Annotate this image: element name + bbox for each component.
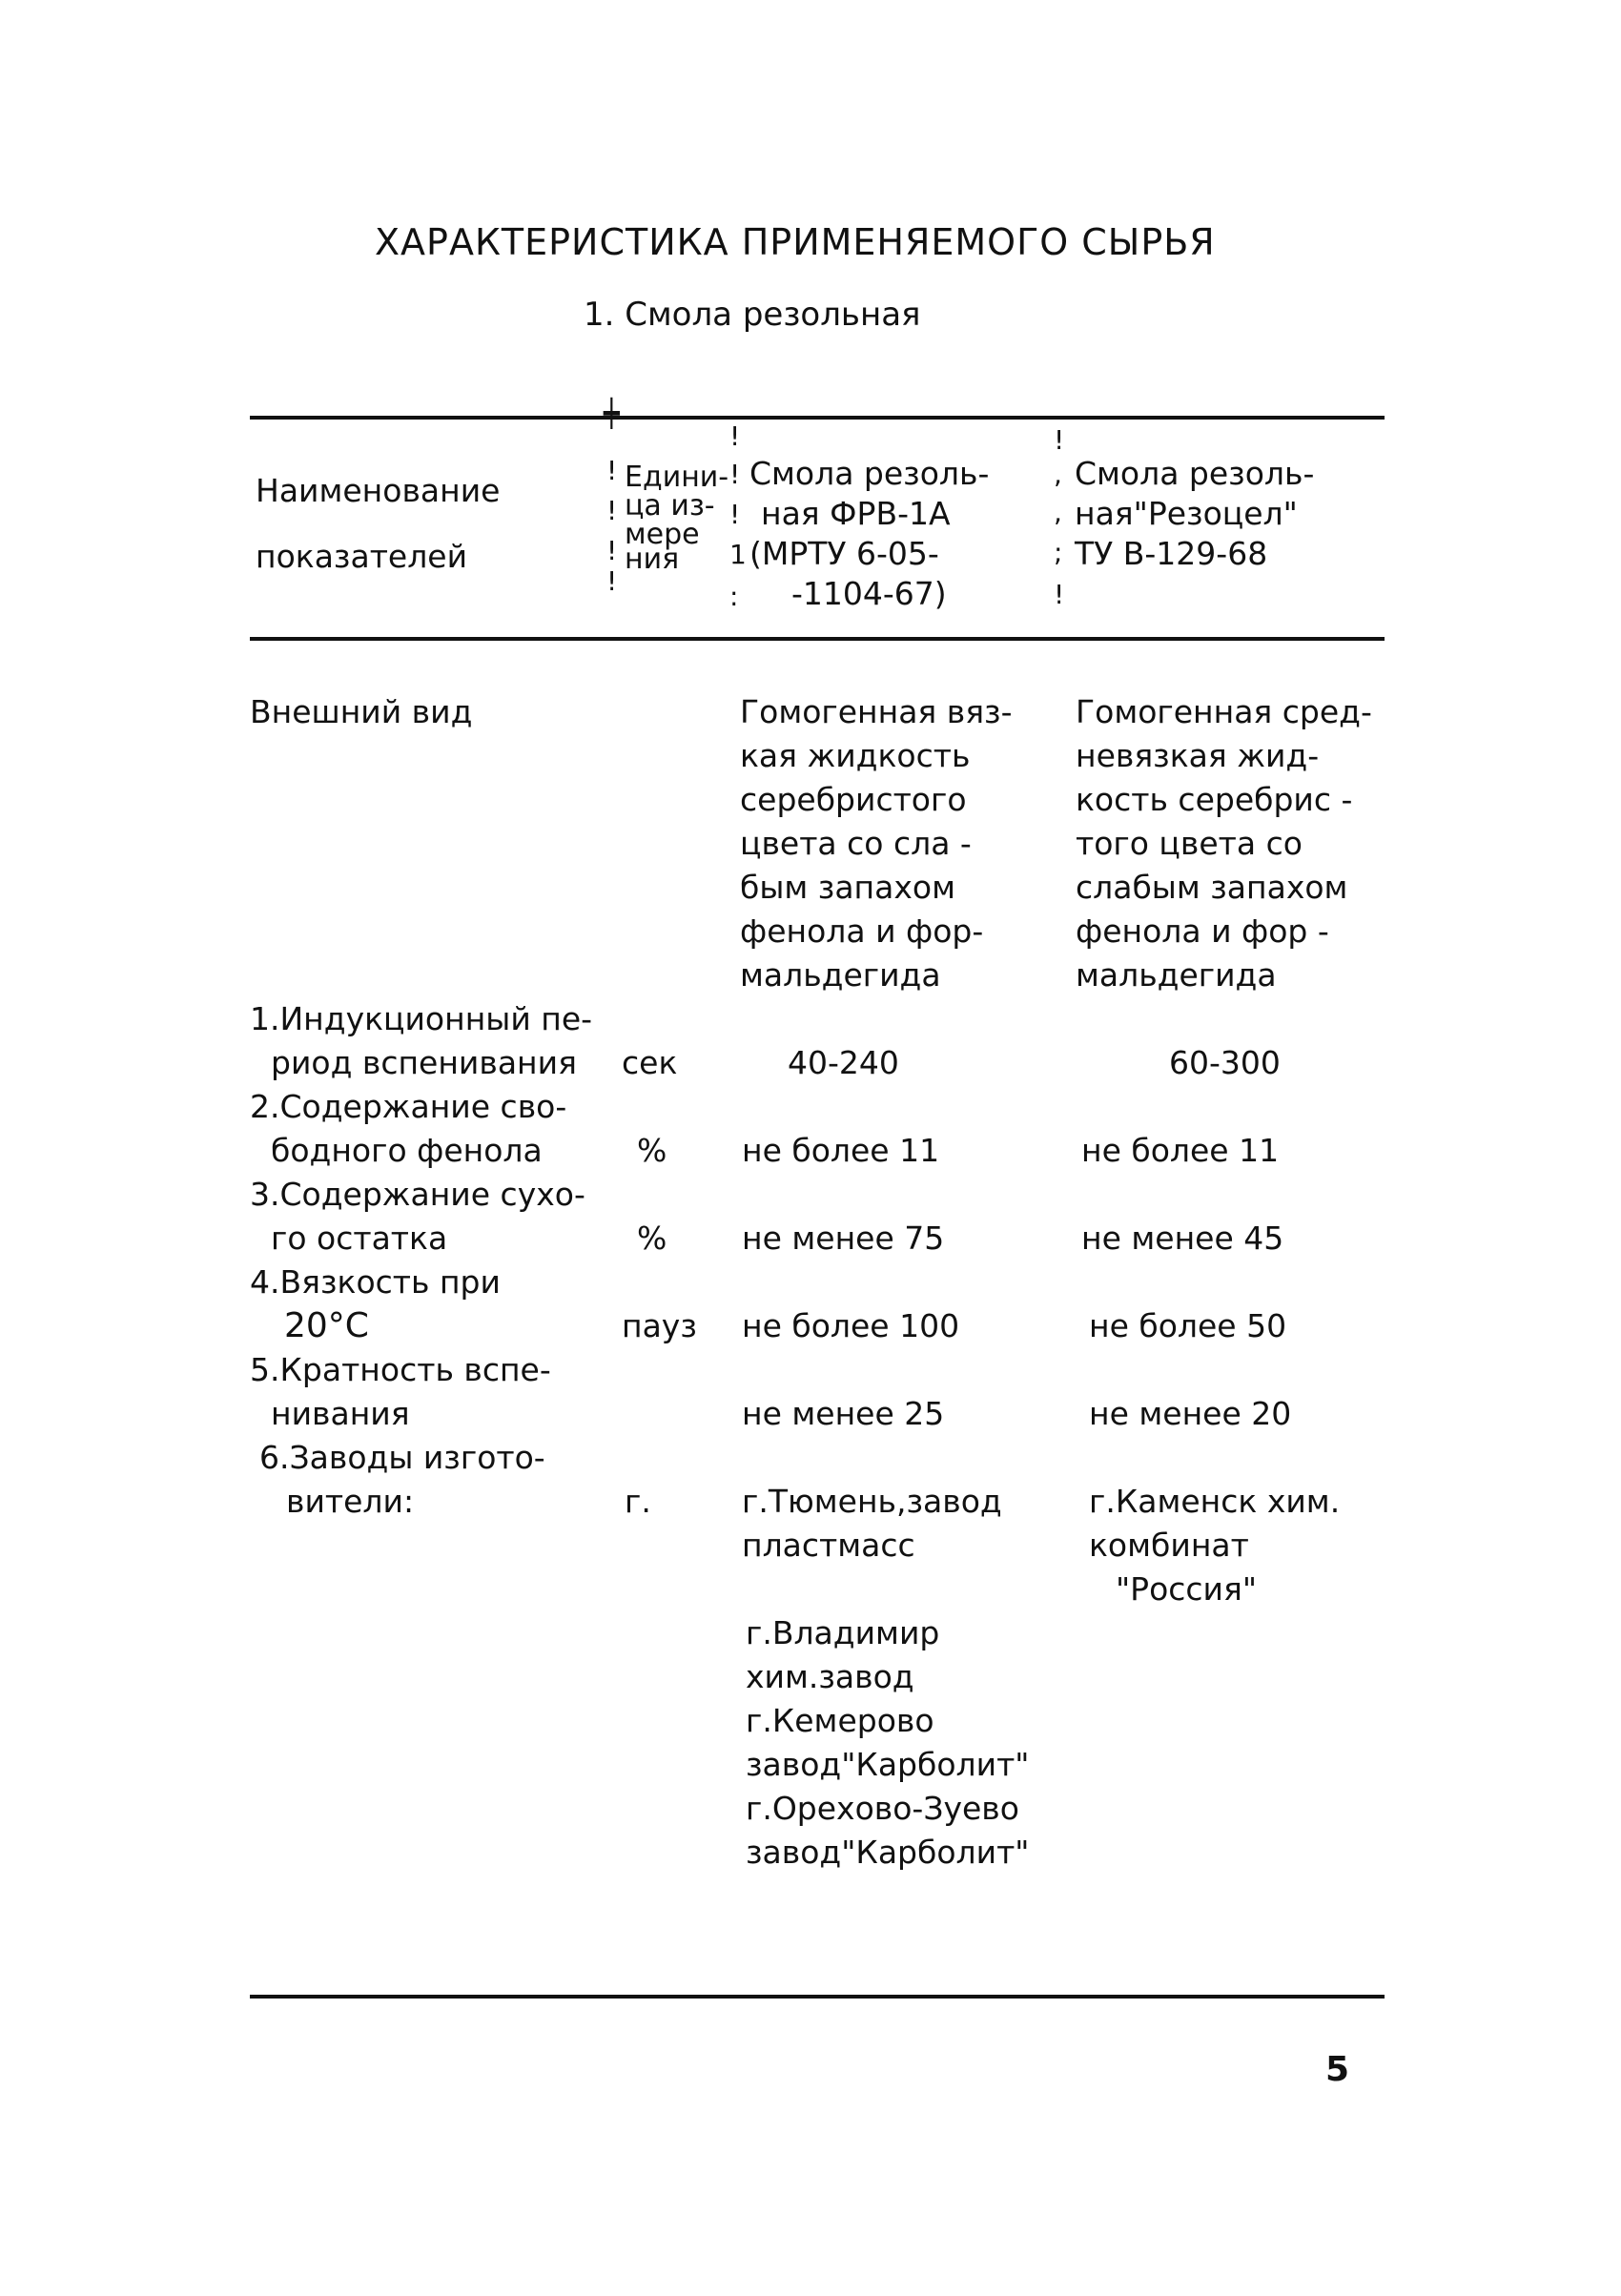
appearance-frv-line: фенола и фор- [740,912,984,950]
separator-mark: 1 [729,539,747,570]
appearance-frv-line: мальдегида [740,956,941,994]
appearance-frv-line: кая жидкость [740,737,971,774]
row-2-unit: % [637,1132,667,1169]
row-4-frv: не более 100 [742,1307,960,1344]
header-name-line: Наименование [256,472,501,509]
row-2-name [250,1085,566,1173]
row-5-name [250,1348,551,1436]
factory-line: г.Кемерово [746,1702,934,1739]
page-title: ХАРАКТЕРИСТИКА ПРИМЕНЯЕМОГО СЫРЬЯ [375,221,1216,263]
header-unit-line: мере [625,518,700,551]
separator-mark: , [1054,459,1062,490]
header-frv-line: -1104-67) [791,575,947,612]
row-3-frv: не менее 75 [742,1220,945,1257]
appearance-rezocel-line: фенола и фор - [1076,912,1329,950]
row-4-name [250,1261,501,1348]
header-unit-line: ца из- [625,489,715,523]
row-6-name [259,1436,545,1524]
header-frv-line: (МРТУ 6-05- [749,535,939,572]
row-4-rezocel: не более 50 [1089,1307,1287,1344]
section-subtitle: 1. Смола резольная [584,296,921,334]
header-unit-line: Едини- [625,461,729,494]
row-name-line: вители: [286,1483,415,1520]
row-4-unit: пауз [622,1307,697,1344]
header-unit [625,461,729,576]
factory-line: завод"Карболит" [746,1746,1030,1783]
header-rezocel-line: ная"Резоцел" [1075,495,1298,532]
row-name-line: 20°С [284,1306,369,1345]
row-name-line: бодного фенола [271,1132,543,1169]
appearance-rezocel-line: кость серебрис - [1076,781,1353,818]
separator-mark: ! [606,535,618,566]
separator-mark: ! [1054,424,1065,456]
factory-line: комбинат [1089,1527,1249,1564]
separator-mark: , [1054,497,1062,528]
appearance-frv-line: бым запахом [740,869,955,906]
factory-line: г.Каменск хим. [1089,1483,1341,1520]
separator-mark: ! [729,420,741,452]
appearance-frv [740,690,1013,997]
header-frv-line: Смола резоль- [749,455,990,492]
header-frv [749,454,989,614]
row-1-rezocel: 60-300 [1169,1044,1281,1081]
row-1-frv: 40-240 [788,1044,899,1081]
row-3-unit: % [637,1220,667,1257]
row-6-frv-more [746,1611,1029,1875]
appearance-name: Внешний вид [250,693,473,730]
appearance-frv-line: цвета со сла - [740,825,972,862]
header-name-line: показателей [256,538,468,575]
row-2-frv: не более 11 [742,1132,940,1169]
row-name-line: 2.Содержание сво- [250,1088,567,1125]
header-rezocel-line: ТУ В-129-68 [1075,535,1268,572]
separator-mark: ! [729,499,741,530]
row-name-line: 3.Содержание сухо- [250,1176,585,1213]
factory-line: завод"Карболит" [746,1834,1030,1871]
row-6-rezocel [1089,1480,1340,1611]
appearance-rezocel [1076,690,1372,997]
factory-line: г.Тюмень,завод [742,1483,1002,1520]
row-name-line: нивания [271,1395,410,1432]
header-frv-line: ная ФРВ-1А [761,495,951,532]
appearance-frv-line: Гомогенная вяз- [740,693,1013,730]
appearance-rezocel-line: мальдегида [1076,956,1277,994]
row-name-line: риод вспенивания [271,1044,577,1081]
separator-mark: ! [606,495,618,526]
header-rezocel [1075,454,1314,574]
separator-mark: : [729,581,739,612]
factory-line: хим.завод [746,1658,914,1695]
row-name-line: 6.Заводы изгото- [259,1439,545,1476]
separator-mark: ! [606,565,618,597]
separator-mark: ! [729,459,741,490]
row-5-rezocel: не менее 20 [1089,1395,1292,1432]
factory-line: пластмасс [742,1527,915,1564]
row-name-line: 5.Кратность вспе- [250,1351,551,1388]
header-unit-line: ния [625,543,680,576]
row-3-name [250,1173,585,1261]
factory-line: "Россия" [1116,1570,1258,1608]
row-name-line: 4.Вязкость при [250,1263,501,1301]
row-1-unit: сек [622,1044,678,1081]
row-2-rezocel: не более 11 [1081,1132,1280,1169]
row-6-frv-first [742,1480,1002,1568]
table-bottom-rule [250,1995,1385,1999]
row-6-unit: г. [625,1483,651,1520]
table-top-rule [250,416,1385,420]
row-name-line: 1.Индукционный пе- [250,1000,593,1037]
appearance-rezocel-line: Гомогенная сред- [1076,693,1372,730]
row-name-line: го остатка [271,1220,448,1257]
row-1-name [250,997,592,1085]
appearance-rezocel-line: слабым запахом [1076,869,1348,906]
appearance-rezocel-line: невязкая жид- [1076,737,1320,774]
factory-line: г.Владимир [746,1614,940,1651]
appearance-rezocel-line: того цвета со [1076,825,1303,862]
separator-mark: ; [1054,537,1063,568]
header-bottom-rule [250,637,1385,641]
separator-mark: ┿ [604,398,620,429]
row-3-rezocel: не менее 45 [1081,1220,1284,1257]
page-number: 5 [1325,2050,1350,2089]
factory-line: г.Орехово-Зуево [746,1790,1019,1827]
separator-mark: ! [1054,579,1065,610]
header-name [256,472,501,575]
row-5-frv: не менее 25 [742,1395,945,1432]
appearance-frv-line: серебристого [740,781,967,818]
separator-mark: ! [606,455,618,486]
header-rezocel-line: Смола резоль- [1075,455,1315,492]
